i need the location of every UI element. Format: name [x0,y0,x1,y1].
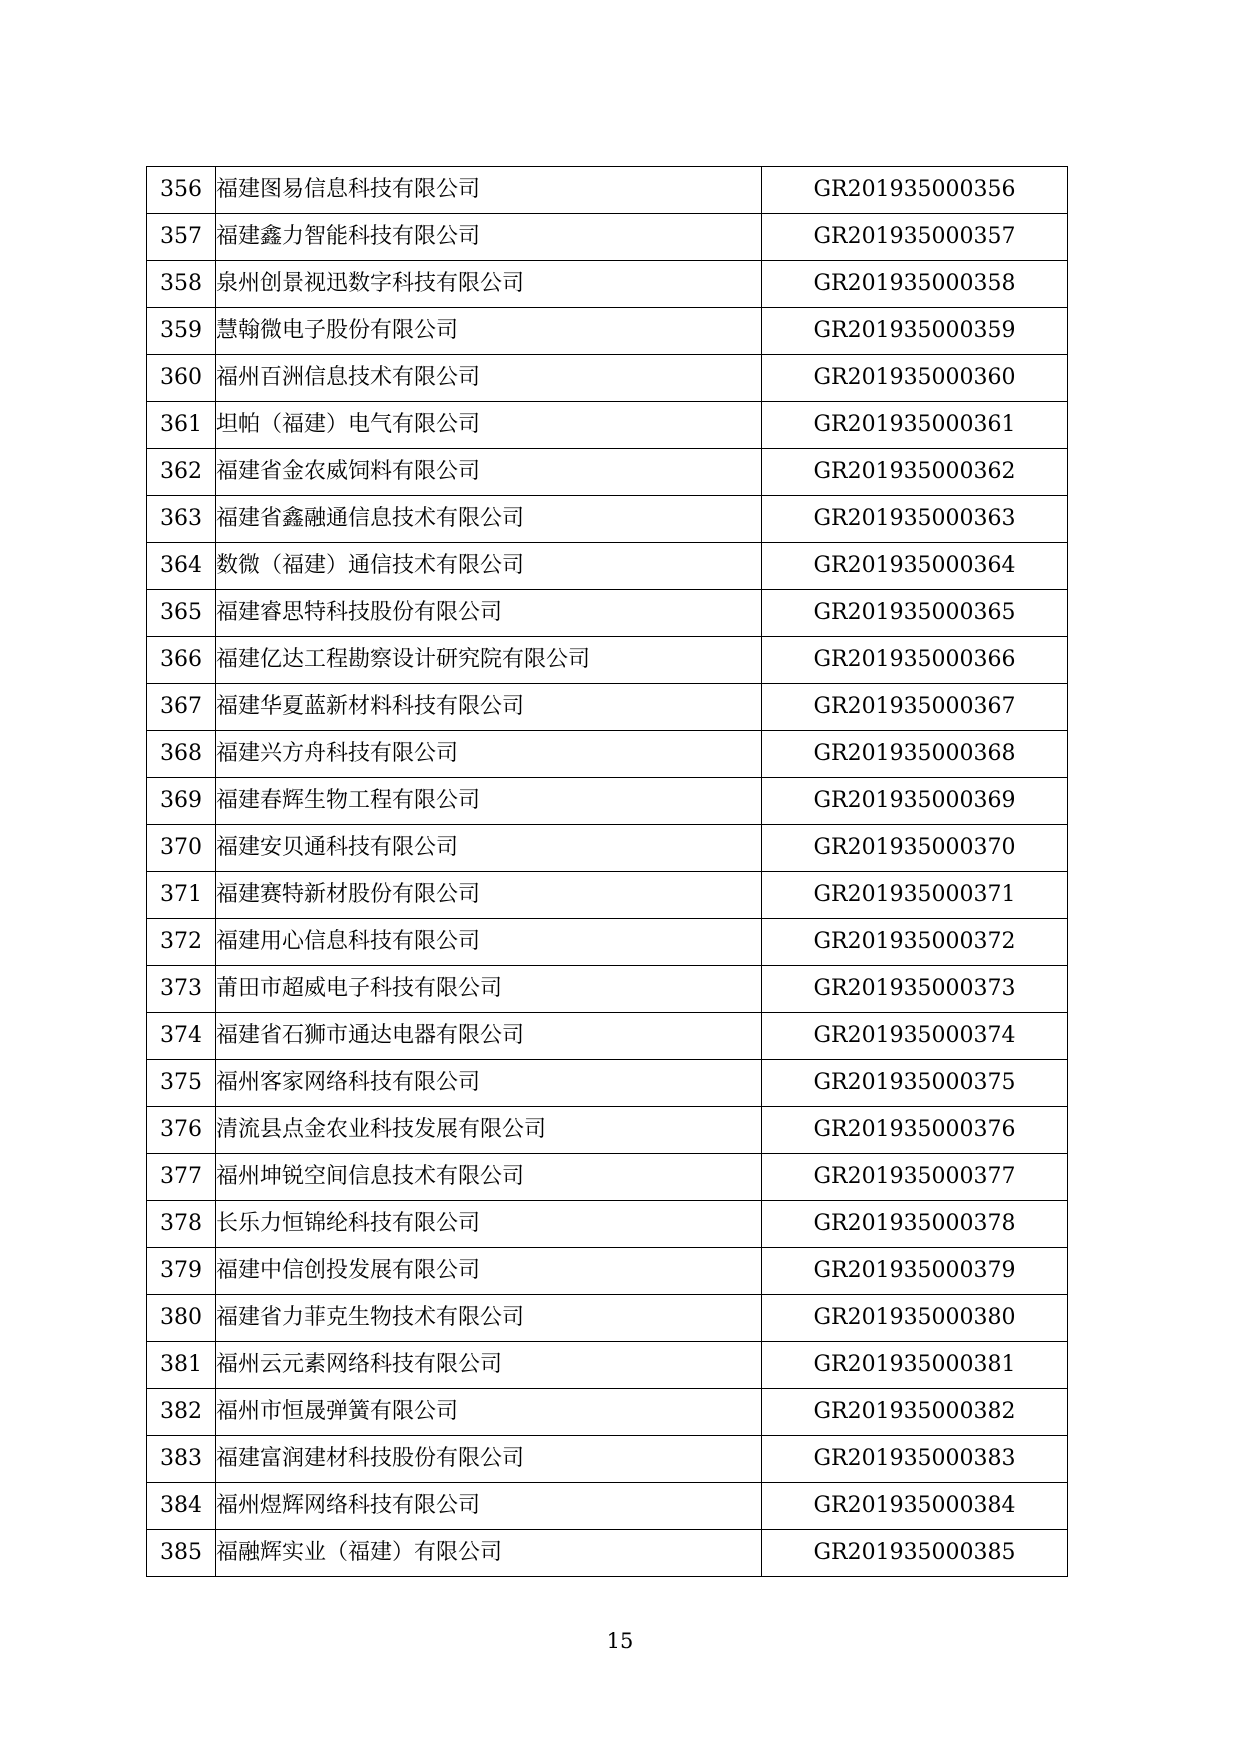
certificate-code: GR201935000378 [762,1201,1068,1248]
row-number: 381 [147,1342,216,1389]
row-number: 383 [147,1436,216,1483]
row-number: 377 [147,1154,216,1201]
row-number: 379 [147,1248,216,1295]
row-number: 382 [147,1389,216,1436]
row-number: 360 [147,355,216,402]
company-name: 泉州创景视迅数字科技有限公司 [216,261,762,308]
row-number: 369 [147,778,216,825]
row-number: 358 [147,261,216,308]
table-row [147,778,1068,825]
company-name: 福建睿思特科技股份有限公司 [216,590,762,637]
certificate-code: GR201935000382 [762,1389,1068,1436]
table-row [147,214,1068,261]
certificate-code: GR201935000358 [762,261,1068,308]
certificate-code: GR201935000362 [762,449,1068,496]
table-row [147,1295,1068,1342]
company-name: 福州客家网络科技有限公司 [216,1060,762,1107]
certificate-code: GR201935000367 [762,684,1068,731]
certificate-code: GR201935000384 [762,1483,1068,1530]
table-row [147,966,1068,1013]
company-name: 福建中信创投发展有限公司 [216,1248,762,1295]
certificate-code: GR201935000356 [762,167,1068,214]
row-number: 385 [147,1530,216,1577]
company-name: 福州百洲信息技术有限公司 [216,355,762,402]
company-name: 福建亿达工程勘察设计研究院有限公司 [216,637,762,684]
table-row [147,496,1068,543]
certificate-code: GR201935000365 [762,590,1068,637]
table-row [147,1483,1068,1530]
company-name: 福州煜辉网络科技有限公司 [216,1483,762,1530]
certificate-code: GR201935000363 [762,496,1068,543]
table-row [147,590,1068,637]
table-row [147,261,1068,308]
table-row [147,1389,1068,1436]
table-row [147,731,1068,778]
company-name: 福建安贝通科技有限公司 [216,825,762,872]
table-row [147,402,1068,449]
certificate-code: GR201935000366 [762,637,1068,684]
certificate-code: GR201935000381 [762,1342,1068,1389]
company-name: 福建用心信息科技有限公司 [216,919,762,966]
row-number: 372 [147,919,216,966]
company-name: 坦帕（福建）电气有限公司 [216,402,762,449]
company-name: 福州市恒晟弹簧有限公司 [216,1389,762,1436]
row-number: 364 [147,543,216,590]
certificate-code: GR201935000368 [762,731,1068,778]
table-row [147,355,1068,402]
certificate-code: GR201935000380 [762,1295,1068,1342]
certificate-code: GR201935000361 [762,402,1068,449]
certificate-code: GR201935000375 [762,1060,1068,1107]
row-number: 370 [147,825,216,872]
certificate-code: GR201935000383 [762,1436,1068,1483]
company-name: 福建省力菲克生物技术有限公司 [216,1295,762,1342]
certificate-code: GR201935000379 [762,1248,1068,1295]
table-row [147,1107,1068,1154]
certificate-code: GR201935000357 [762,214,1068,261]
company-name: 慧翰微电子股份有限公司 [216,308,762,355]
certificate-code: GR201935000371 [762,872,1068,919]
table-row [147,637,1068,684]
certificate-code: GR201935000364 [762,543,1068,590]
row-number: 375 [147,1060,216,1107]
table-row [147,1060,1068,1107]
table-body [147,167,1068,1577]
company-name: 莆田市超威电子科技有限公司 [216,966,762,1013]
company-name: 福建图易信息科技有限公司 [216,167,762,214]
table-row [147,1530,1068,1577]
company-name: 福建省金农威饲料有限公司 [216,449,762,496]
row-number: 367 [147,684,216,731]
row-number: 384 [147,1483,216,1530]
certificate-code: GR201935000374 [762,1013,1068,1060]
row-number: 363 [147,496,216,543]
table-row [147,872,1068,919]
page-number: 15 [606,1629,634,1653]
certificate-code: GR201935000376 [762,1107,1068,1154]
certificate-code: GR201935000370 [762,825,1068,872]
table-row [147,1436,1068,1483]
table-row [147,449,1068,496]
table-row [147,684,1068,731]
certificate-code: GR201935000373 [762,966,1068,1013]
table-row [147,308,1068,355]
row-number: 359 [147,308,216,355]
row-number: 366 [147,637,216,684]
company-name: 福建省鑫融通信息技术有限公司 [216,496,762,543]
company-name: 福州云元素网络科技有限公司 [216,1342,762,1389]
table-row [147,1248,1068,1295]
row-number: 356 [147,167,216,214]
company-name: 福建鑫力智能科技有限公司 [216,214,762,261]
row-number: 357 [147,214,216,261]
certificate-code: GR201935000377 [762,1154,1068,1201]
certificate-code: GR201935000372 [762,919,1068,966]
company-registry-table [146,166,1068,1577]
company-name: 福建富润建材科技股份有限公司 [216,1436,762,1483]
company-name: 福建兴方舟科技有限公司 [216,731,762,778]
certificate-code: GR201935000369 [762,778,1068,825]
table-row [147,1154,1068,1201]
table-row [147,543,1068,590]
row-number: 376 [147,1107,216,1154]
company-name: 福州坤锐空间信息技术有限公司 [216,1154,762,1201]
certificate-code: GR201935000360 [762,355,1068,402]
row-number: 365 [147,590,216,637]
company-name: 数微（福建）通信技术有限公司 [216,543,762,590]
company-name: 福融辉实业（福建）有限公司 [216,1530,762,1577]
company-name: 福建省石狮市通达电器有限公司 [216,1013,762,1060]
row-number: 368 [147,731,216,778]
row-number: 362 [147,449,216,496]
table-row [147,1013,1068,1060]
table-row [147,1342,1068,1389]
row-number: 373 [147,966,216,1013]
company-name: 福建华夏蓝新材料科技有限公司 [216,684,762,731]
certificate-code: GR201935000385 [762,1530,1068,1577]
table-row [147,1201,1068,1248]
company-name: 长乐力恒锦纶科技有限公司 [216,1201,762,1248]
company-name: 福建春辉生物工程有限公司 [216,778,762,825]
certificate-code: GR201935000359 [762,308,1068,355]
row-number: 361 [147,402,216,449]
company-name: 清流县点金农业科技发展有限公司 [216,1107,762,1154]
row-number: 374 [147,1013,216,1060]
row-number: 371 [147,872,216,919]
table-row [147,825,1068,872]
company-name: 福建赛特新材股份有限公司 [216,872,762,919]
table-row [147,167,1068,214]
row-number: 380 [147,1295,216,1342]
table-row [147,919,1068,966]
row-number: 378 [147,1201,216,1248]
